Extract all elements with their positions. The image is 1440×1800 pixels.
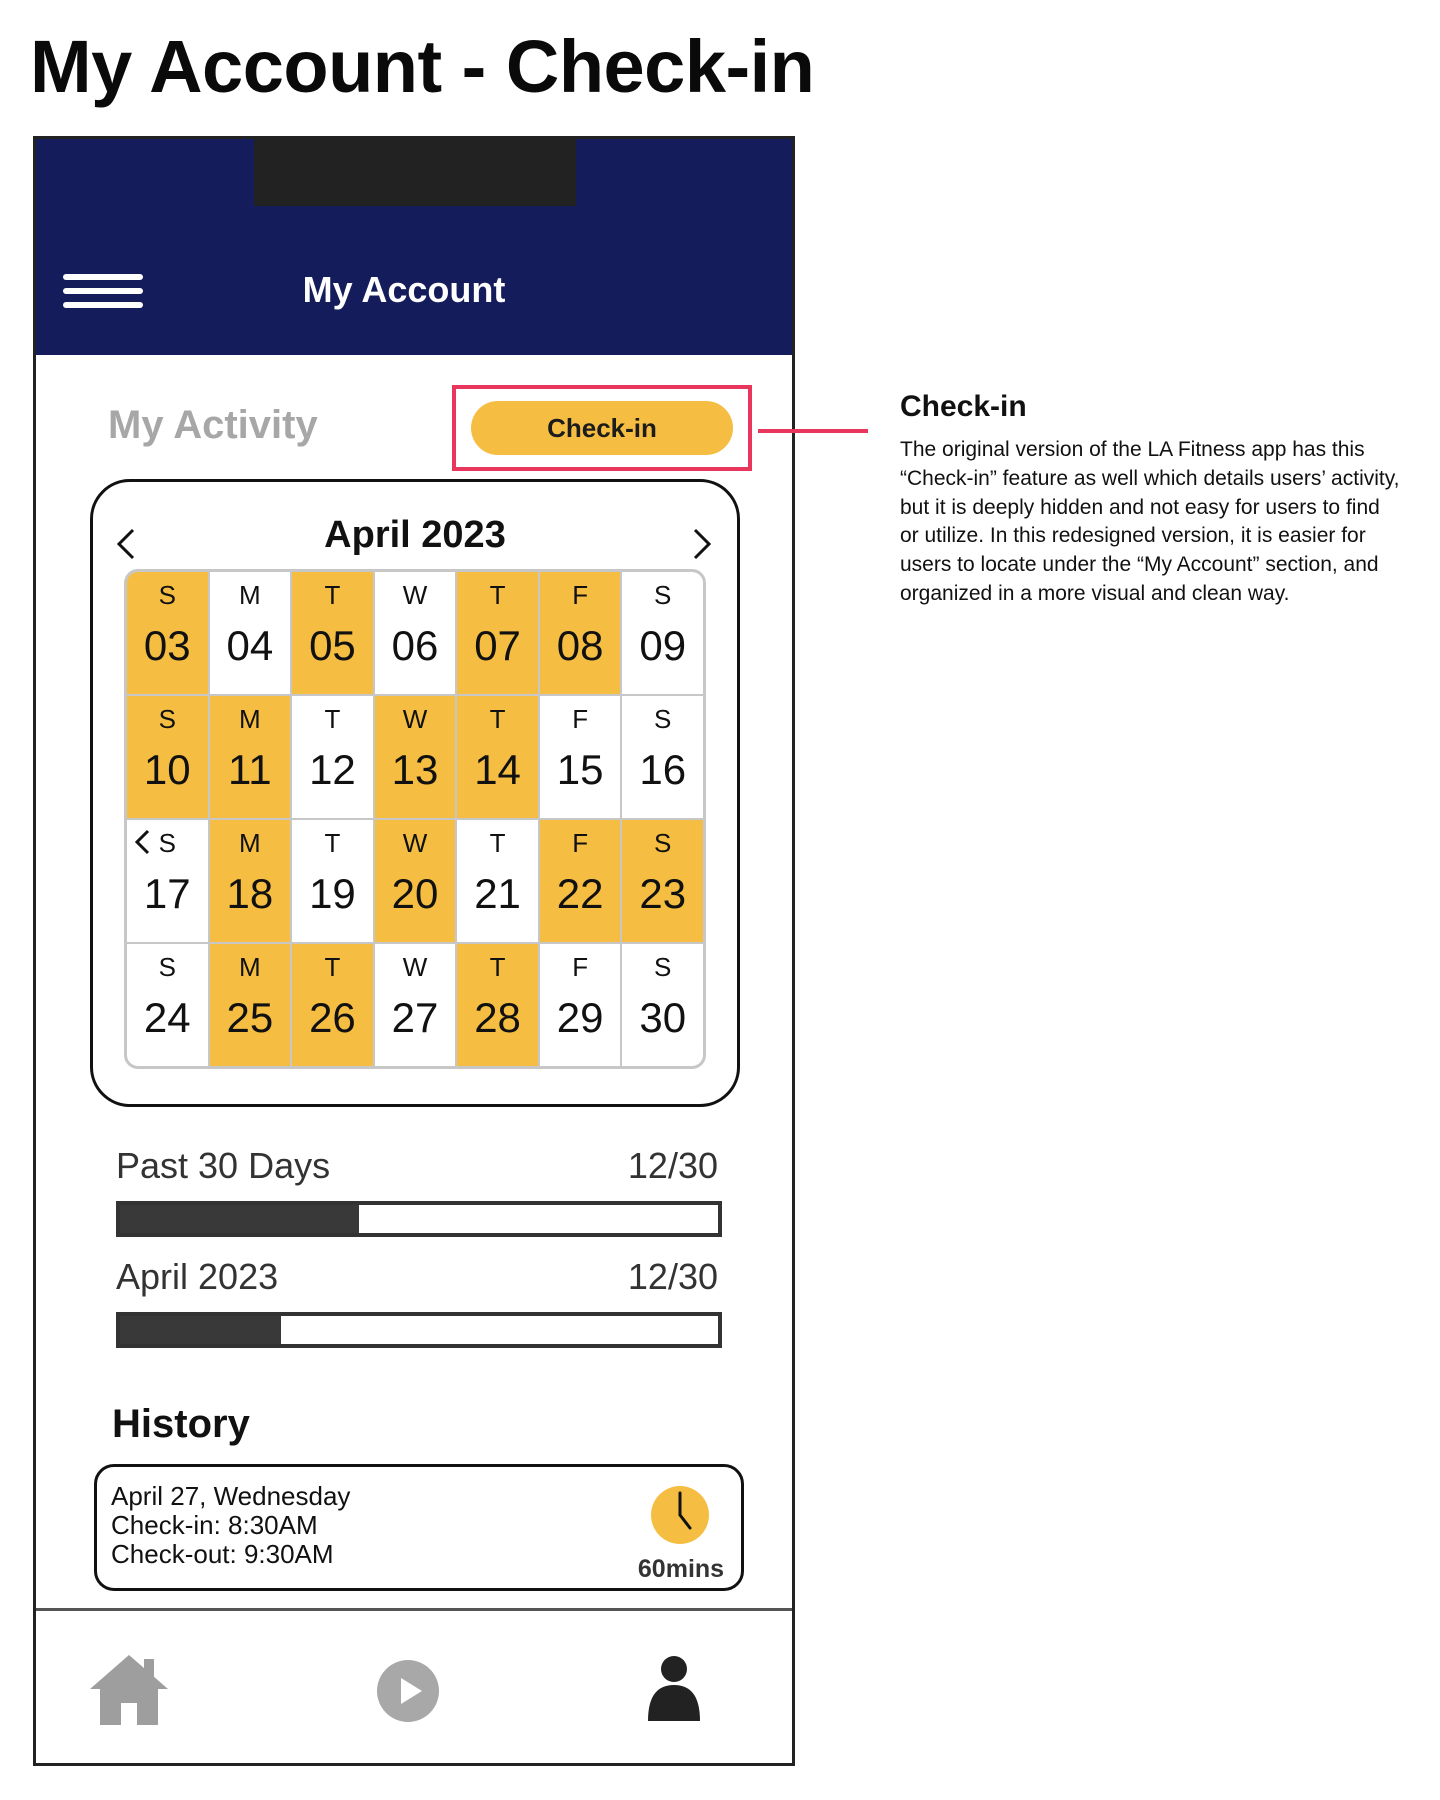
- calendar-day[interactable]: [127, 572, 208, 694]
- calendar-date: 17: [143, 870, 191, 917]
- calendar-day[interactable]: [292, 696, 373, 818]
- calendar-date: 13: [391, 746, 439, 793]
- history-duration: 60mins: [637, 1555, 725, 1583]
- calendar-date: 04: [226, 622, 274, 669]
- calendar-weekday: S: [158, 952, 176, 982]
- calendar-date: 14: [474, 746, 521, 793]
- calendar-day[interactable]: [127, 944, 208, 1066]
- calendar-weekday: S: [654, 952, 672, 982]
- calendar-day[interactable]: [457, 820, 538, 942]
- app-header: [36, 139, 792, 355]
- calendar-weekday: S: [158, 704, 176, 734]
- calendar-weekday: T: [489, 952, 506, 982]
- calendar-day[interactable]: [540, 696, 621, 818]
- calendar-day[interactable]: [540, 572, 621, 694]
- calendar-date: 26: [309, 994, 356, 1041]
- calendar-date: 24: [143, 994, 191, 1041]
- history-title: History: [112, 1402, 250, 1446]
- calendar-day[interactable]: [457, 572, 538, 694]
- calendar-weekday: T: [489, 580, 506, 610]
- calendar-weekday: S: [654, 580, 672, 610]
- calendar-day[interactable]: [210, 572, 291, 694]
- calendar-day[interactable]: [210, 944, 291, 1066]
- calendar-weekday: S: [158, 828, 176, 858]
- progress-bar: [116, 1201, 722, 1237]
- stat-label: Past 30 Days: [116, 1145, 331, 1186]
- phone-frame: [33, 136, 795, 1766]
- calendar-date: 18: [226, 870, 274, 917]
- calendar-weekday: W: [402, 952, 428, 982]
- bottom-nav-bar: [36, 1608, 792, 1766]
- calendar-date: 29: [556, 994, 604, 1041]
- user-icon[interactable]: [646, 1655, 702, 1726]
- calendar-day[interactable]: [375, 696, 456, 818]
- history-entry[interactable]: [94, 1464, 744, 1591]
- calendar-card: [90, 479, 740, 1107]
- stat-value: 12/30: [627, 1145, 718, 1186]
- home-icon[interactable]: [88, 1651, 170, 1732]
- calendar-day[interactable]: [622, 572, 703, 694]
- calendar-weekday: F: [572, 704, 589, 734]
- calendar-day[interactable]: [457, 944, 538, 1066]
- progress-bar-fill: [120, 1205, 359, 1233]
- annotation-body: The original version of the LA Fitness app has this “Check-in” feature as well which details users’ activity, but it is deeply hidden and not easy for users to find or utilize. In this redesigned version, it is easier for users to locate under the “My Account” section, and organized in a more visual and clean way.: [900, 438, 1400, 605]
- calendar-day[interactable]: [127, 820, 208, 942]
- calendar-month-label: April 2023: [324, 514, 506, 556]
- calendar-weekday: W: [402, 580, 428, 610]
- calendar-day[interactable]: [127, 696, 208, 818]
- calendar-day[interactable]: [540, 820, 621, 942]
- calendar-date: 12: [309, 746, 356, 793]
- calendar-date: 05: [309, 622, 356, 669]
- my-activity-label: My Activity: [108, 403, 318, 447]
- calendar-day[interactable]: [375, 820, 456, 942]
- calendar-date: 23: [639, 870, 687, 917]
- phone-notch: [254, 139, 576, 206]
- calendar-date: 10: [143, 746, 191, 793]
- calendar-day[interactable]: [292, 820, 373, 942]
- calendar-day[interactable]: [292, 944, 373, 1066]
- calendar-day[interactable]: [210, 820, 291, 942]
- calendar-weekday: T: [489, 704, 506, 734]
- calendar-date: 21: [474, 870, 521, 917]
- calendar-weekday: T: [324, 704, 341, 734]
- calendar-day[interactable]: [622, 944, 703, 1066]
- history-checkout-time: Check-out: 9:30AM: [111, 1539, 334, 1569]
- calendar-weekday: M: [239, 828, 261, 858]
- calendar-date: 22: [556, 870, 604, 917]
- calendar-day[interactable]: [622, 820, 703, 942]
- calendar-day[interactable]: [292, 572, 373, 694]
- history-date: April 27, Wednesday: [111, 1481, 351, 1511]
- calendar-date: 20: [391, 870, 439, 917]
- calendar-weekday: S: [158, 580, 176, 610]
- calendar-grid: [124, 569, 706, 1069]
- calendar-day[interactable]: [375, 944, 456, 1066]
- calendar-weekday: F: [572, 828, 589, 858]
- calendar-weekday: S: [654, 828, 672, 858]
- calendar-weekday: T: [324, 580, 341, 610]
- stat-label: April 2023: [116, 1256, 279, 1297]
- chevron-right-icon[interactable]: [681, 524, 721, 564]
- calendar-day[interactable]: [375, 572, 456, 694]
- calendar-date: 25: [226, 994, 274, 1041]
- calendar-weekday: M: [239, 704, 261, 734]
- calendar-weekday: T: [324, 828, 341, 858]
- calendar-date: 30: [639, 994, 687, 1041]
- play-icon[interactable]: [376, 1659, 440, 1728]
- calendar-weekday: T: [324, 952, 341, 982]
- stat-value: 12/30: [627, 1256, 718, 1297]
- calendar-date: 07: [474, 622, 521, 669]
- calendar-date: 09: [639, 622, 687, 669]
- clock-icon: [650, 1485, 710, 1545]
- calendar-date: 08: [556, 622, 604, 669]
- calendar-date: 03: [143, 622, 191, 669]
- calendar-date: 27: [391, 994, 439, 1041]
- calendar-date: 06: [391, 622, 439, 669]
- calendar-date: 11: [228, 746, 272, 793]
- calendar-weekday: M: [239, 580, 261, 610]
- calendar-date: 19: [309, 870, 356, 917]
- calendar-day[interactable]: [540, 944, 621, 1066]
- calendar-weekday: T: [489, 828, 506, 858]
- calendar-weekday: W: [402, 704, 428, 734]
- progress-bar: [116, 1312, 722, 1348]
- page-title: My Account - Check-in: [30, 25, 815, 108]
- calendar-date: 16: [639, 746, 687, 793]
- calendar-weekday: F: [572, 952, 589, 982]
- checkin-button[interactable]: Check-in: [471, 401, 733, 455]
- annotation-title: Check-in: [900, 390, 1027, 423]
- calendar-day[interactable]: [210, 696, 291, 818]
- header-title: My Account: [302, 269, 506, 310]
- annotation-connector: [758, 429, 868, 433]
- calendar-weekday: M: [239, 952, 261, 982]
- calendar-weekday: W: [402, 828, 428, 858]
- history-checkin-time: Check-in: 8:30AM: [111, 1510, 318, 1540]
- calendar-day[interactable]: [622, 696, 703, 818]
- calendar-date: 15: [556, 746, 604, 793]
- progress-bar-fill: [120, 1316, 281, 1344]
- calendar-weekday: F: [572, 580, 589, 610]
- calendar-date: 28: [474, 994, 521, 1041]
- calendar-day[interactable]: [457, 696, 538, 818]
- calendar-weekday: S: [654, 704, 672, 734]
